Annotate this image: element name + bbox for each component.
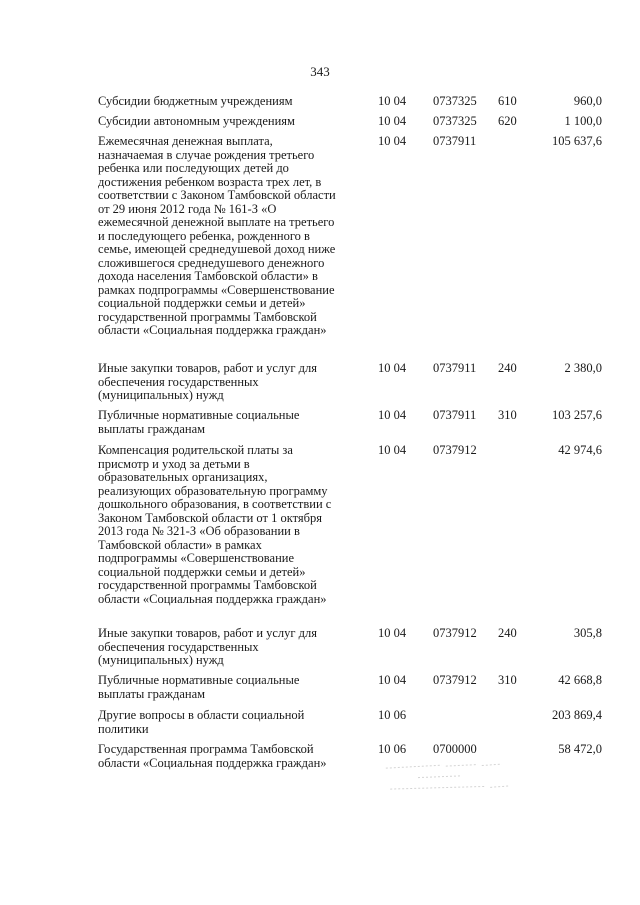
row-section-code: 10 04 <box>378 626 407 640</box>
row-expense-type: 240 <box>498 626 517 640</box>
row-section-code: 10 06 <box>378 708 407 722</box>
row-expense-type: 610 <box>498 94 517 108</box>
row-section-code: 10 04 <box>378 408 407 422</box>
page-number: 343 <box>310 64 330 79</box>
row-amount: 1 100,0 <box>564 114 602 128</box>
row-target-article: 0737325 <box>433 94 477 108</box>
row-description: Ежемесячная денежная выплата, назначаемая в случае рождения третьего ребенка или последующих детей до достижения ребенком возраста трех лет, в соответствии с Законом Тамбовской области от 29 июня 2012 года № 161-З «О ежемесячной денежной выплате на третьего и последующего ребенка, рожденного в семье, имеющей среднедушевой доход ниже сложившегося среднедушевого денежного дохода населения Тамбовской области» в рамках подпрограммы «Совершенствование социальной поддержки семьи и детей» государственной программы Тамбовской области «Социальная поддержка граждан» <box>98 134 336 337</box>
row-target-article: 0700000 <box>433 742 477 756</box>
row-amount: 105 637,6 <box>552 134 602 148</box>
faint-stamp-mark <box>382 756 523 798</box>
row-expense-type: 620 <box>498 114 517 128</box>
row-target-article: 0737911 <box>433 408 477 422</box>
row-amount: 58 472,0 <box>558 742 602 756</box>
row-expense-type: 310 <box>498 408 517 422</box>
row-description: Иные закупки товаров, работ и услуг для обеспечения государственных (муниципальных) нужд <box>98 361 318 402</box>
row-amount: 305,8 <box>573 626 602 640</box>
row-description: Субсидии автономным учреждениям <box>98 114 295 128</box>
row-amount: 2 380,0 <box>564 361 602 375</box>
row-description: Публичные нормативные социальные выплаты гражданам <box>98 673 300 701</box>
row-description: Другие вопросы в области социальной политики <box>98 708 305 736</box>
row-target-article: 0737912 <box>433 443 477 457</box>
row-amount: 42 974,6 <box>558 443 602 457</box>
row-section-code: 10 04 <box>378 361 407 375</box>
row-amount: 203 869,4 <box>552 708 602 722</box>
row-amount: 103 257,6 <box>552 408 602 422</box>
row-target-article: 0737912 <box>433 673 477 687</box>
row-description: Государственная программа Тамбовской области «Социальная поддержка граждан» <box>98 742 327 770</box>
row-target-article: 0737911 <box>433 361 477 375</box>
row-amount: 960,0 <box>573 94 602 108</box>
row-section-code: 10 04 <box>378 134 407 148</box>
row-expense-type: 240 <box>498 361 517 375</box>
row-section-code: 10 04 <box>378 443 407 457</box>
row-description: Публичные нормативные социальные выплаты гражданам <box>98 408 300 436</box>
row-description: Субсидии бюджетным учреждениям <box>98 94 293 108</box>
row-expense-type: 310 <box>498 673 517 687</box>
row-section-code: 10 04 <box>378 94 407 108</box>
row-amount: 42 668,8 <box>558 673 602 687</box>
row-section-code: 10 06 <box>378 742 407 756</box>
row-section-code: 10 04 <box>378 673 407 687</box>
row-target-article: 0737911 <box>433 134 477 148</box>
row-target-article: 0737325 <box>433 114 477 128</box>
row-description: Иные закупки товаров, работ и услуг для обеспечения государственных (муниципальных) нужд <box>98 626 318 667</box>
row-target-article: 0737912 <box>433 626 477 640</box>
row-section-code: 10 04 <box>378 114 407 128</box>
row-description: Компенсация родительской платы за присмотр и уход за детьми в образовательных организациях, реализующих образовательную программу дошкольного образования, в соответствии с Законом Тамбовской области от 1 октября 2013 года № 321-З «Об образовании в Тамбовской области» в рамках подпрограммы «Совершенствование социальной поддержки семьи и детей» государственной программы Тамбовской области «Социальная поддержка граждан» <box>98 443 332 606</box>
